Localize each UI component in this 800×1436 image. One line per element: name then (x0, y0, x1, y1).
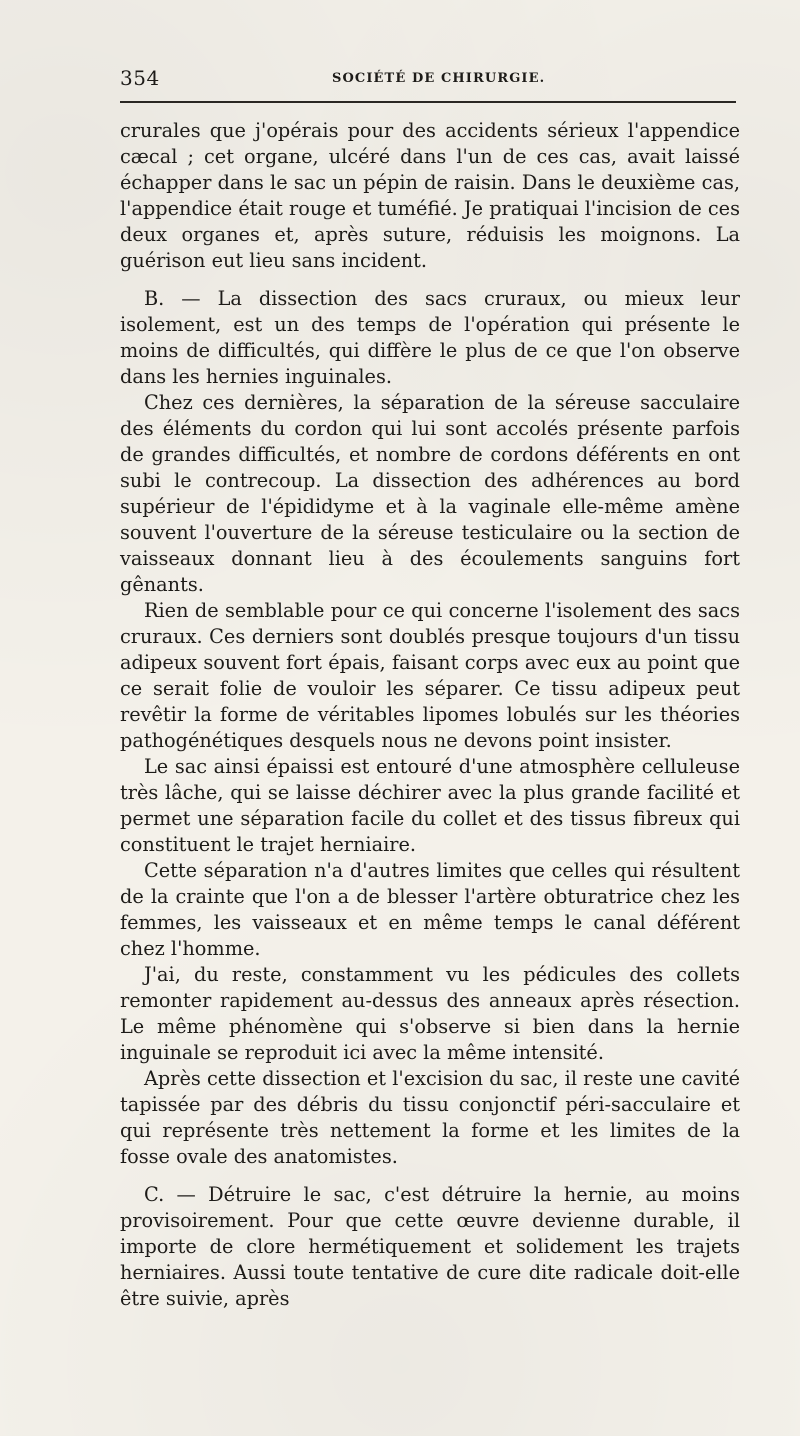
paragraph-cellular-atmosphere: Le sac ainsi épaissi est entouré d'une atmosphère celluleuse très lâche, qui se laisse déchirer avec la plus grande facilité et permet une séparation facile du collet et des tissus fibreux qui constituent le trajet herniaire. (120, 755, 740, 856)
paragraph-oval-fossa: Après cette dissection et l'excision du sac, il reste une cavité tapissée par des débris du tissu conjonctif péri-sacculaire et qui représente très nettement la forme et les limites de la fosse ovale des anatomistes. (120, 1067, 740, 1168)
paragraph-separation-limits: Cette séparation n'a d'autres limites que celles qui résultent de la crainte que l'on a de blesser l'artère obturatrice chez les femmes, les vaisseaux et en même temps le canal déférent chez l'homme. (120, 859, 740, 960)
body-text (120, 118, 740, 1312)
paragraph-inguinal-comparison: Chez ces dernières, la séparation de la séreuse sacculaire des éléments du cordon qui lui sont accolés présente parfois de grandes difficultés, et nombre de cordons déférents en ont subi le contrecoup. La dissection des adhérences au bord supérieur de l'épididyme et à la vaginale elle-même amène souvent l'ouverture de la séreuse testiculaire ou la section de vaisseaux donnant lieu à des écoulements sanguins fort gênants. (120, 391, 740, 596)
paragraph-continuation: crurales que j'opérais pour des accidents sérieux l'appendice cæcal ; cet organe, ulcéré dans l'un de ces cas, avait laissé échapper dans le sac un pépin de raisin. Dans le deuxième cas, l'appendice était rouge et tuméfié. Je pratiquai l'incision de ces deux organes et, après suture, réduisis les moignons. La guérison eut lieu sans incident. (120, 119, 740, 272)
running-head: SOCIÉTÉ DE CHIRURGIE. (332, 71, 546, 86)
page-header (120, 66, 736, 98)
paragraph-pedicles: J'ai, du reste, constamment vu les pédicules des collets remonter rapidement au-dessus des anneaux après résection. Le même phénomène qui s'observe si bien dans la hernie inguinale se reproduit ici avec la même intensité. (120, 963, 740, 1064)
page-number: 354 (120, 66, 160, 90)
paragraph-crural-isolation: Rien de semblable pour ce qui concerne l'isolement des sacs cruraux. Ces derniers sont doublés presque toujours d'un tissu adipeux souvent fort épais, faisant corps avec eux au point que ce serait folie de vouloir les séparer. Ce tissu adipeux peut revêtir la forme de véritables lipomes lobulés sur les théories pathogénétiques desquels nous ne devons point insister. (120, 599, 740, 752)
paragraph-section-c: C. — Détruire le sac, c'est détruire la hernie, au moins provisoirement. Pour que cette œuvre devienne durable, il importe de clore hermétiquement et solidement les trajets herniaires. Aussi toute tentative de cure dite radicale doit-elle être suivie, après (120, 1183, 740, 1310)
header-rule (120, 101, 736, 103)
paragraph-section-b: B. — La dissection des sacs cruraux, ou mieux leur isolement, est un des temps de l'opération qui présente le moins de difficultés, qui diffère le plus de ce que l'on observe dans les hernies inguinales. (120, 287, 740, 388)
